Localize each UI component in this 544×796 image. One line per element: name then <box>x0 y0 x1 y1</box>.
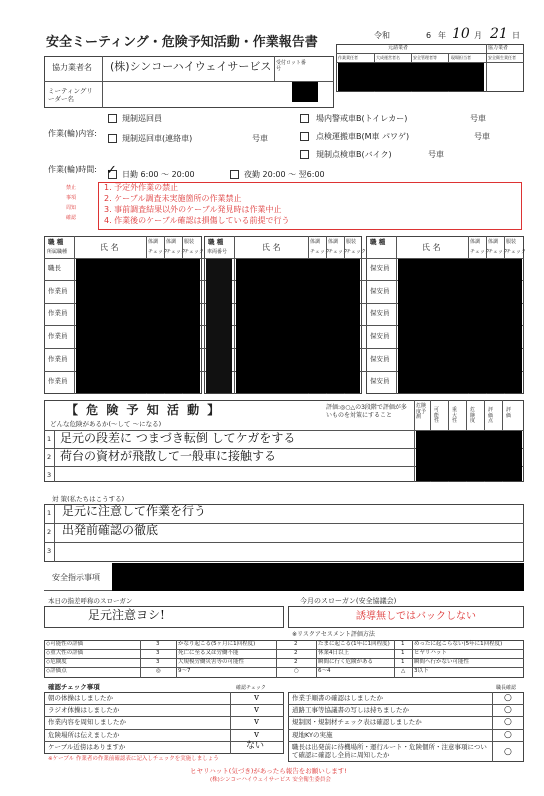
ky-danger-prompt: どんな危険があるか(〜して 〜になる) <box>50 420 162 428</box>
rule-item-2: 3. 事前調査結果以外のケーブル発見時は作業中止 <box>104 205 282 214</box>
approval-group2-label: 協力業者 <box>488 45 509 51</box>
risk-cell: ◇危険度 <box>46 659 67 665</box>
roster-left-check2: 服装 <box>184 239 195 245</box>
risk-cell: ◇重大性の評価 <box>46 650 84 656</box>
danger-no-0: 1 <box>47 435 52 443</box>
check-left-text-1: ラジオ体操はしましたか <box>48 706 120 714</box>
roster-middle-role-header: 職 種 <box>208 238 224 246</box>
night-shift-checkbox[interactable] <box>230 170 239 179</box>
rule-item-1: 2. ケーブル調査未実施箇所の作業禁止 <box>104 194 242 203</box>
risk-cell: 6〜4 <box>318 668 331 674</box>
roster-middle-check1: 体調 <box>328 239 339 245</box>
risk-cell: ヒヤリハット <box>414 650 447 656</box>
redacted-roster-left <box>76 259 200 393</box>
redacted-stamps <box>338 63 484 91</box>
risk-cell: 3 <box>156 641 160 647</box>
option-checkbox-2[interactable] <box>300 114 309 123</box>
risk-cell: 3以下 <box>414 668 429 674</box>
risk-cell: 9〜7 <box>178 668 191 674</box>
roster-middle-vehicle-sub: 車両番号 <box>207 249 228 255</box>
risk-cell: △ <box>401 668 406 674</box>
date-month-unit: 月 <box>474 31 482 40</box>
approval-group1-label: 元請業者 <box>388 45 409 51</box>
badge-label: 受付ロット番号 <box>276 60 306 72</box>
risk-cell: 2 <box>294 641 298 647</box>
redacted-badge <box>292 82 318 102</box>
ky-eval-col-1: 可能性 <box>434 407 440 424</box>
roster-left-role-2: 作業員 <box>48 309 68 317</box>
approval-col-4: 安全衛生責任者 <box>488 55 517 61</box>
leader-label: ミーティングリーダー名 <box>48 87 93 104</box>
check-right-mark-4: ○ <box>504 747 512 757</box>
roster-left-role-header: 職 種 <box>48 238 64 246</box>
measure-no-0: 1 <box>47 509 52 517</box>
redacted-ky-eval <box>416 431 522 481</box>
measure-no-2: 3 <box>47 547 52 555</box>
danger-no-1: 2 <box>47 453 52 461</box>
date-month: 10 <box>452 26 470 42</box>
footer-line1: ヒヤリハット(気づき)があったら報告をお願いします! <box>190 767 347 775</box>
danger-text-1: 荷台の資材が飛散して一般車に接触する <box>60 449 277 463</box>
company-name: (株)シンコーハイウェイサービス <box>110 60 272 73</box>
roster-right-check2: 服装 <box>506 239 517 245</box>
check-right-text-3: 現地KYの実施 <box>292 731 333 739</box>
option-checkbox-0[interactable] <box>108 114 117 123</box>
checklist-left-header: 確認チェック <box>236 685 266 691</box>
ky-eval-col-3: 危険度 <box>470 407 476 424</box>
risk-cell: 1 <box>401 659 405 665</box>
daily-slogan-text: 足元注意ヨシ! <box>88 608 165 622</box>
roster-middle-check2: 服装 <box>346 239 357 245</box>
footer-line2: (株)シンコーハイウェイサービス 安全衛生委員会 <box>210 777 331 783</box>
checklist-title: 確認チェック事項 <box>48 683 100 691</box>
approval-col-3: 現場担当者 <box>451 55 472 61</box>
check-left-mark-1: v <box>254 705 260 715</box>
ky-eval-col-5: 評価 <box>506 407 512 419</box>
roster-right-role-2: 保安員 <box>370 309 390 317</box>
check-left-text-3: 危険場所は伝えましたか <box>48 731 120 739</box>
check-right-text-0: 作業手順書の確認はしましたか <box>292 694 383 702</box>
roster-middle-check-sub1: チェック <box>328 249 348 255</box>
roster-right-role-0: 保安員 <box>370 264 390 272</box>
roster-left-check-sub1: チェック <box>166 249 186 255</box>
monthly-slogan-text: 誘導無しではバックしない <box>356 611 476 622</box>
risk-cell: ○ <box>294 668 299 674</box>
check-left-text-4: ケーブル近傍はありますか <box>48 743 126 751</box>
date-year: 6 <box>426 31 432 40</box>
measure-text-1: 出発前確認の徹底 <box>62 523 159 537</box>
risk-cell: 2 <box>294 650 298 656</box>
work-content-label: 作業(輪)内容: <box>48 129 97 138</box>
roster-right-check-sub0: チェック <box>470 249 490 255</box>
risk-cell: 3 <box>156 650 160 656</box>
ky-title: 【 危 険 予 知 活 動 】 <box>66 403 222 417</box>
measure-no-1: 2 <box>47 528 52 536</box>
risk-cell: 1 <box>401 641 405 647</box>
risk-cell: かなり起こる(5ヶ月に1回程度) <box>178 641 256 647</box>
ky-eval-col-2: 重大性 <box>452 407 458 424</box>
roster-left-check1: 体調 <box>166 239 177 245</box>
roster-left-check0: 体調 <box>148 239 159 245</box>
option-checkbox-4[interactable] <box>300 150 309 159</box>
instructions-label: 安全指示事項 <box>52 573 100 582</box>
rule-item-0: 1. 予定外作業の禁止 <box>104 183 179 192</box>
check-left-mark-4: ない <box>246 741 265 751</box>
check-right-mark-3: ○ <box>504 730 512 740</box>
day-shift-label: 日勤 6:00 〜 20:00 <box>122 170 195 179</box>
roster-middle-check-sub2: チェック <box>346 249 366 255</box>
page-title: 安全ミーティング・危険予知活動・作業報告書 <box>46 35 318 50</box>
date-year-unit: 年 <box>438 31 446 40</box>
rules-side-0: 禁止 <box>66 185 77 191</box>
risk-cell: めったに起こらない(5年に1回程度) <box>414 641 503 647</box>
approval-col-1: 大成運営者名 <box>376 55 401 61</box>
checklist-footnote: ※ケーブル 作業者の作業前確認表に記入しチェックを実施しましょう <box>48 756 219 762</box>
option-label-3: 点検運搬車B(M車 パワゲ) <box>316 132 410 141</box>
option-checkbox-3[interactable] <box>300 132 309 141</box>
option-label-4: 規制点検車B(バイク) <box>316 150 392 159</box>
risk-cell: ◎ <box>156 668 161 674</box>
risk-cell: 休業4日以上 <box>318 650 349 656</box>
roster-right-role-4: 保安員 <box>370 355 390 363</box>
roster-middle-name-header: 氏 名 <box>262 243 281 252</box>
option-checkbox-1[interactable] <box>108 134 117 143</box>
roster-left-check-sub0: チェック <box>148 249 168 255</box>
redacted-instructions <box>112 563 524 591</box>
check-left-text-2: 作業内容を周知しましたか <box>48 718 126 726</box>
danger-no-2: 3 <box>47 471 52 479</box>
risk-cell: たまに起こる(1年に1回程度) <box>318 641 390 647</box>
roster-middle-check0: 体調 <box>310 239 321 245</box>
redacted-roster-middle <box>236 259 360 393</box>
check-right-text-4: 職長は出発前に待機場所・運行ルート・危険個所・注意事項について確認に確認し全員に周知したか <box>292 743 487 760</box>
option-label-1: 規制巡回車(連絡車) <box>122 134 193 143</box>
option-label-0: 規制巡回員 <box>122 114 162 123</box>
night-shift-label: 夜勤 20:00 〜 翌6:00 <box>244 170 325 179</box>
risk-cell: 1 <box>401 650 405 656</box>
roster-right-role-header: 職 種 <box>370 238 386 246</box>
approval-col-0: 作業責任者 <box>338 55 359 61</box>
rule-item-3: 4. 作業後のケーブル確認は損傷している前提で行う <box>104 216 290 225</box>
risk-cell: 死亡に至る又は労働不能 <box>178 650 239 656</box>
check-right-text-2: 規制図・規制材チェック表は確認しましたか <box>292 718 422 726</box>
risk-cell: ◇評価点 <box>46 668 67 674</box>
monthly-slogan-label: 今月のスローガン(安全協議会) <box>300 597 397 605</box>
risk-title: ※リスクアセスメント評価方法 <box>292 631 375 638</box>
measure-text-0: 足元に注意して作業を行う <box>62 504 207 518</box>
roster-right-role-1: 保安員 <box>370 287 390 295</box>
roster-left-role-sub: 所属職種 <box>47 249 68 255</box>
check-left-text-0: 朝の体操はしましたか <box>48 694 113 702</box>
date-era: 令和 <box>374 31 390 40</box>
risk-cell: ◇可能性の評価 <box>46 641 84 647</box>
check-right-mark-1: ○ <box>504 705 512 715</box>
roster-middle-check-sub0: チェック <box>310 249 330 255</box>
redacted-roster-middle-vehicle <box>206 259 232 393</box>
day-shift-check-mark: ✓ <box>106 163 117 178</box>
roster-left-role-1: 作業員 <box>48 287 68 295</box>
roster-left-role-3: 作業員 <box>48 332 68 340</box>
roster-right-check-sub2: チェック <box>506 249 526 255</box>
daily-slogan-label: 本日の指差呼称のスローガン <box>48 597 133 605</box>
option-suffix-1: 号車 <box>252 134 268 143</box>
roster-right-role-3: 保安員 <box>370 332 390 340</box>
ky-eval-col-4: 評価点 <box>488 407 494 424</box>
roster-right-name-header: 氏 名 <box>422 243 441 252</box>
option-suffix-2: 号車 <box>470 114 486 123</box>
risk-cell: 瞬間に行く危険がある <box>318 659 374 665</box>
rules-side-1: 事項 <box>66 195 77 201</box>
ky-eval-note: 評価:◎○△の3段階で評価が多いものを対策にすること <box>326 404 407 419</box>
company-label: 協力業者名 <box>52 63 92 72</box>
checklist-right-header: 職長確認 <box>496 685 517 691</box>
risk-cell: 3 <box>156 659 160 665</box>
check-right-mark-0: ○ <box>504 693 512 703</box>
check-left-mark-3: v <box>254 730 260 740</box>
risk-cell: 瞬間へ行かない可能性 <box>414 659 470 665</box>
roster-left-role-0: 職長 <box>48 264 61 272</box>
roster-left-role-5: 作業員 <box>48 377 68 385</box>
roster-right-role-5: 保安員 <box>370 377 390 385</box>
rules-side-3: 確認 <box>66 215 77 221</box>
risk-cell: 大規模労働災害等の可能性 <box>178 659 245 665</box>
danger-text-0: 足元の段差に つまづき転倒 してケガをする <box>60 431 296 445</box>
check-left-mark-2: v <box>254 717 260 727</box>
option-suffix-3: 号車 <box>474 132 490 141</box>
roster-left-role-4: 作業員 <box>48 355 68 363</box>
check-right-text-1: 道路工事等協議書の写しは持ちましたか <box>292 706 409 714</box>
roster-left-name-header: 氏 名 <box>100 243 119 252</box>
check-right-mark-2: ○ <box>504 717 512 727</box>
date-day-unit: 日 <box>512 31 520 40</box>
rules-side-2: 周知 <box>66 205 77 211</box>
risk-cell: 2 <box>294 659 298 665</box>
option-suffix-4: 号車 <box>428 150 444 159</box>
ky-eval-col-0: 危険度予測 <box>416 403 427 420</box>
roster-left-check-sub2: チェック <box>184 249 204 255</box>
approval-col-2: 安全管理者等 <box>413 55 438 61</box>
measures-prompt: 対 策(私たちはこうする) <box>52 495 125 503</box>
roster-right-check0: 体調 <box>470 239 481 245</box>
roster-right-check1: 体調 <box>488 239 499 245</box>
work-time-label: 作業(輪)時間: <box>48 165 97 174</box>
date-day: 21 <box>490 26 508 42</box>
roster-right-check-sub1: チェック <box>488 249 508 255</box>
check-left-mark-0: v <box>254 693 260 703</box>
redacted-roster-right <box>398 259 522 393</box>
option-label-2: 場内警戒車B(トイレカー) <box>316 114 408 123</box>
